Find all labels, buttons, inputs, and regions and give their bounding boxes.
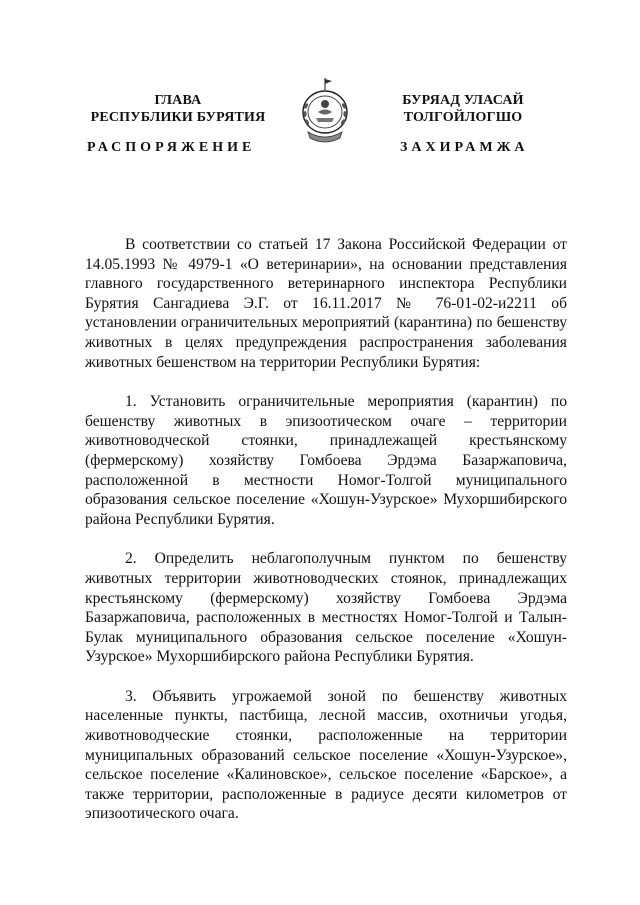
issuer-line-2: РЕСПУБЛИКИ БУРЯТИЯ bbox=[90, 110, 266, 125]
document-type-ru: РАСПОРЯЖЕНИЕ bbox=[87, 140, 256, 155]
item-2-paragraph: 2. Определить неблагополучным пунктом по бешенству животных территории животноводческих стоянок, принадлежащих крестьянскому (фермерскому) хозяйству Гомбоева Эрдэма Базаржаповича, расположенных в местностях Номог-Толгой и Талын-Булак муниципального образования сельское поселение «Хошун-Узурское» Мухоршибирского района Республики Бурятия. bbox=[85, 550, 567, 666]
issuer-bua-line-1: БУРЯАД УЛАСАЙ bbox=[402, 93, 524, 108]
issuer-title-bua bbox=[368, 92, 558, 126]
issuer-bua-line-2: ТОЛГОЙЛОГШО bbox=[403, 110, 523, 125]
coat-of-arms-icon bbox=[294, 76, 356, 150]
issuer-title-ru bbox=[78, 92, 278, 126]
item-3-paragraph: 3. Объявить угрожаемой зоной по бешенству животных населенные пункты, пастбища, лесной массив, охотничьи угодья, животноводческие стоянки, расположенные на территории муниципальных образований сельское поселение «Хошун-Узурское», сельское поселение «Калиновское», сельское поселение «Барское», а также территории, расположенные в радиусе десяти километров от эпизоотического очага. bbox=[85, 687, 567, 823]
item-1-paragraph: 1. Установить ограничительные мероприятия (карантин) по бешенству животных в эпизоотическом очаге – территории животноводческой стоянки, принадлежащей крестьянскому (фермерскому) хозяйству Гомбоева Эрдэма Базаржаповича, расположенной в местности Номог-Толгой муниципального образования сельское поселение «Хошун-Узурское» Мухоршибирского района Республики Бурятия. bbox=[85, 393, 567, 528]
preamble-paragraph: В соответствии со статьей 17 Закона Российской Федерации от 14.05.1993 № 4979-1 «О ветеринарии», на основании представления главного государственного ветеринарного инспектора Республики Бурятия Сангадиева Э.Г. от 16.11.2017 № 76-01-02-и2211 об установлении ограничительных мероприятий (карантина) по бешенству животных в целях предупреждения распространения заболевания животных бешенством на территории Республики Бурятия: bbox=[85, 236, 567, 371]
issuer-line-1: ГЛАВА bbox=[154, 93, 202, 108]
document-type-bua: ЗАХИРАМЖА bbox=[400, 140, 529, 155]
document-body bbox=[85, 235, 567, 844]
